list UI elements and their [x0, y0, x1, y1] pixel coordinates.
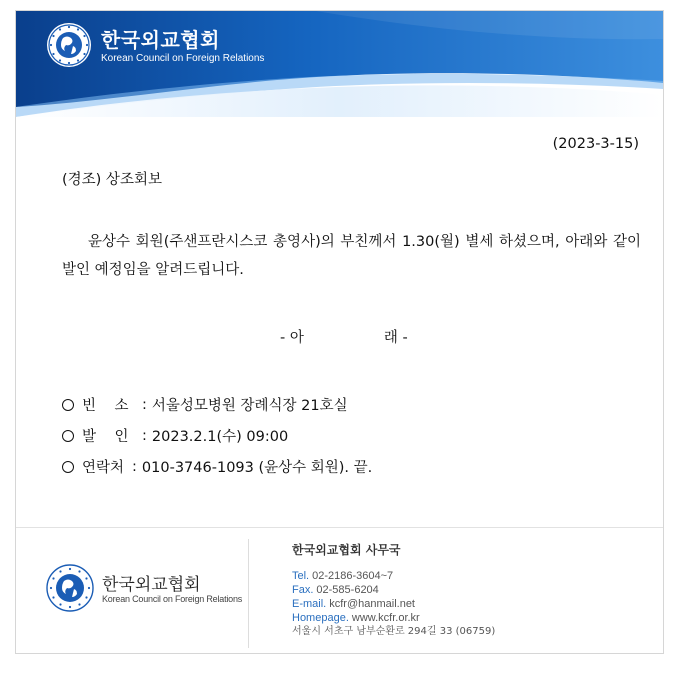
contact-email-link[interactable]: kcfr@hanmail.net [329, 598, 415, 610]
detail-list [62, 389, 372, 482]
detail-label: 발 인 [82, 429, 129, 445]
heading-right: 래 - [383, 330, 408, 346]
contact-fax [292, 583, 495, 597]
contact-key: Homepage. [292, 612, 349, 624]
detail-colon: : [142, 427, 147, 444]
contact-block [292, 569, 495, 639]
detail-value: 010-3746-1093 (윤상수 회원). 끝. [141, 460, 373, 476]
contact-homepage-link[interactable]: www.kcfr.or.kr [351, 612, 420, 624]
office-title: 한국외교협회 사무국 [292, 543, 401, 557]
section-heading [280, 326, 408, 347]
detail-label: 연락처 [82, 460, 125, 476]
document-paragraph: 윤상수 회원(주샌프란시스코 총영사)의 부친께서 1.30(월) 별세 하셨으며, 아래와 같이 발인 예정임을 알려드립니다. [62, 234, 641, 278]
circle-bullet-icon [62, 430, 74, 442]
contact-key: Tel. [292, 570, 310, 582]
detail-item-funeral-hall [62, 389, 372, 420]
notice-frame [15, 10, 664, 654]
detail-label: 빈 소 [82, 398, 129, 414]
detail-value: 서울성모병원 장례식장 21호실 [151, 398, 348, 414]
contact-homepage [292, 611, 495, 625]
contact-email [292, 597, 495, 611]
detail-item-departure [62, 420, 372, 451]
contact-key: E-mail. [292, 598, 327, 610]
circle-bullet-icon [62, 399, 74, 411]
contact-key: Fax. [292, 584, 314, 596]
footer-globe-emblem-icon [46, 564, 94, 612]
detail-item-contact [62, 451, 372, 482]
footer-org-name-en: Korean Council on Foreign Relations [102, 594, 243, 604]
globe-emblem-icon [46, 22, 92, 68]
detail-value: 2023.2.1(수) 09:00 [151, 429, 289, 445]
contact-tel [292, 569, 495, 583]
contact-address: 서울시 서초구 남부순환로 294길 33 (06759) [292, 626, 496, 637]
footer-divider [248, 539, 249, 648]
header-org-name-en: Korean Council on Foreign Relations [101, 53, 265, 64]
header-banner [16, 11, 663, 117]
contact-value: 02-585-6204 [316, 584, 379, 596]
header-org-name-ko: 한국외교협회 [101, 28, 220, 52]
detail-colon: : [142, 396, 147, 413]
detail-colon: : [132, 458, 137, 475]
footer-separator [16, 527, 663, 528]
document-date: (2023-3-15) [552, 136, 639, 152]
document-subject: (경조) 상조회보 [62, 172, 162, 188]
footer-org-name-ko: 한국외교협회 [102, 575, 201, 595]
circle-bullet-icon [62, 461, 74, 473]
contact-value: 02-2186-3604~7 [312, 570, 394, 582]
heading-left: - 아 [280, 330, 304, 346]
